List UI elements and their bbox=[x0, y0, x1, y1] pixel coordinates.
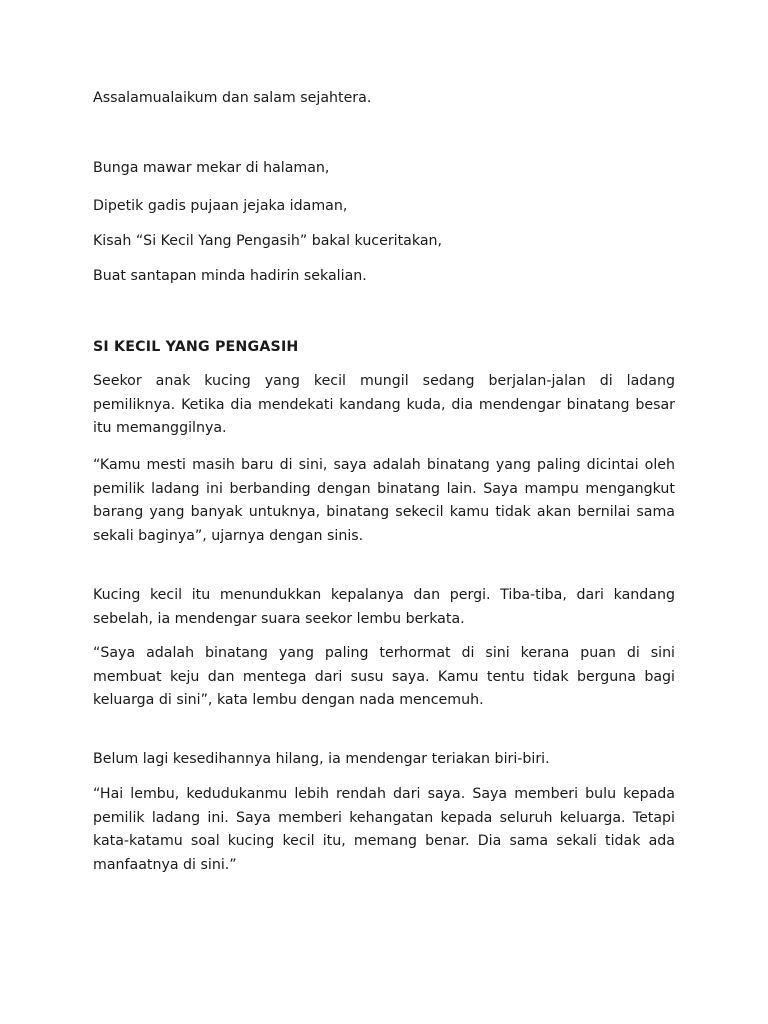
pantun-line-4: Buat santapan minda hadirin sekalian. bbox=[93, 268, 367, 284]
pantun-line-2: Dipetik gadis pujaan jejaka idaman, bbox=[93, 198, 348, 214]
pantun-line-1: Bunga mawar mekar di halaman, bbox=[93, 160, 330, 176]
story-title: SI KECIL YANG PENGASIH bbox=[93, 339, 299, 355]
story-paragraph-5: Belum lagi kesedihannya hilang, ia mendengar teriakan biri-biri. bbox=[93, 751, 550, 767]
story-paragraph-2: “Kamu mesti masih baru di sini, saya adalah binatang yang paling dicintai oleh pemilik ladang ini berbanding dengan binatang lain. Saya mampu mengangkut barang yang banyak untuknya, binatang sekecil kamu tidak akan bernilai sama sekali baginya”, ujarnya dengan sinis. bbox=[93, 457, 675, 544]
story-paragraph-4: “Saya adalah binatang yang paling terhormat di sini kerana puan di sini membuat keju dan mentega dari susu saya. Kamu tentu tidak berguna bagi keluarga di sini”, kata lembu dengan nada mencemuh. bbox=[93, 645, 675, 708]
story-paragraph-1: Seekor anak kucing yang kecil mungil sedang berjalan-jalan di ladang pemiliknya. Ketika dia mendekati kandang kuda, dia mendengar binatang besar itu memanggilnya. bbox=[93, 373, 675, 436]
pantun-line-3: Kisah “Si Kecil Yang Pengasih” bakal kuceritakan, bbox=[93, 233, 443, 249]
greeting-line: Assalamualaikum dan salam sejahtera. bbox=[93, 90, 372, 106]
document-page bbox=[93, 0, 675, 1024]
story-paragraph-3: Kucing kecil itu menundukkan kepalanya dan pergi. Tiba-tiba, dari kandang sebelah, ia mendengar suara seekor lembu berkata. bbox=[93, 587, 675, 627]
story-paragraph-6: “Hai lembu, kedudukanmu lebih rendah dari saya. Saya memberi bulu kepada pemilik ladang ini. Saya memberi kehangatan kepada seluruh keluarga. Tetapi kata-katamu soal kucing kecil itu, memang benar. Dia sama sekali tidak ada manfaatnya di sini.” bbox=[93, 786, 675, 873]
